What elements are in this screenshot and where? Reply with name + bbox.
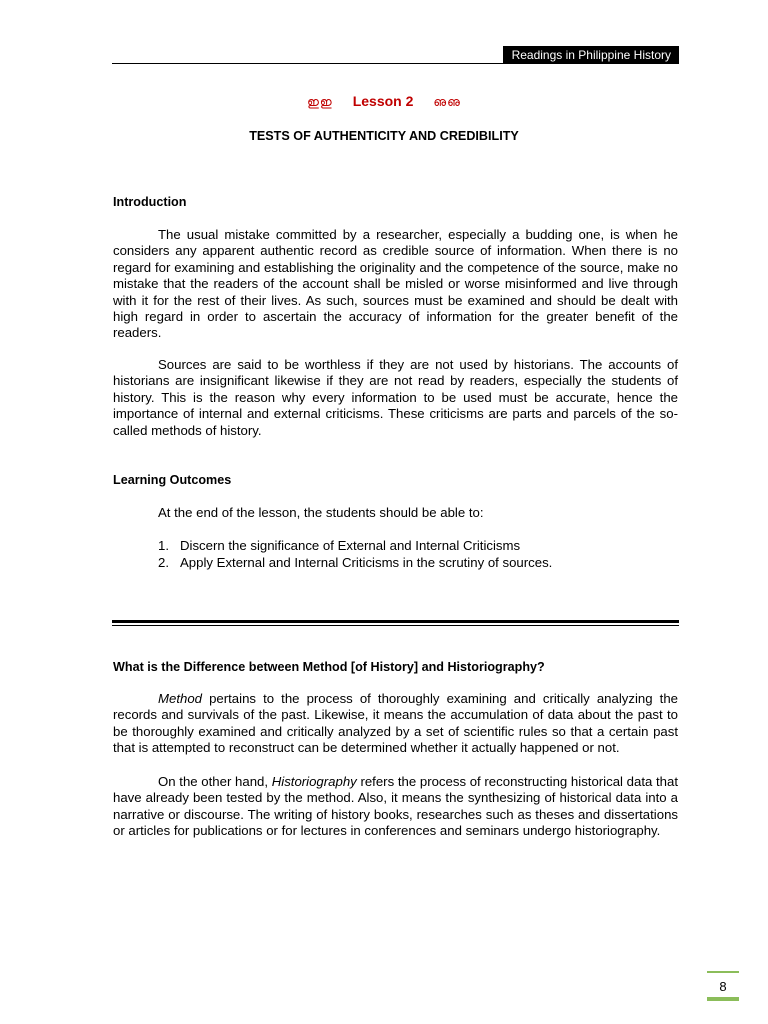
ornament-right-icon: ഌഌ [433, 95, 461, 109]
intro-paragraph-1: The usual mistake committed by a researcher, especially a budding one, is when he considers any apparent authentic record as credible source of information. When there is no regard for examining and establishing the originality and the competence of the source, make no mistake that the readers of the account shall be misled or worse misinformed and live through with it for the rest of their lives. As such, sources must be examined and should be dealt with high regard in order to ascertain the accuracy of information for the greater benefit of the readers. [113, 227, 678, 341]
section-divider-thin [112, 625, 679, 626]
intro-paragraph-2: Sources are said to be worthless if they are not used by historians. The accounts of historians are insignificant likewise if they are not read by readers, especially the students of history. This is the reason why every information to be used must be accurate, hence the importance of internal and external criticisms. These criticisms are parts and parcels of the so-called methods of history. [113, 357, 678, 438]
section-divider-thick [112, 620, 679, 623]
lesson-label [0, 93, 768, 110]
ornament-left-icon: ഇഇ [307, 95, 333, 109]
historiography-paragraph: On the other hand, Historiography refers the process of reconstructing historical data that have already been tested by the method. Also, it means the synthesizing of historical data into a narrative or discourse. The writing of history books, researches such as theses and dissertations or articles for publications or for lectures in conferences and seminars undergo historiography. [113, 774, 678, 839]
outcomes-heading: Learning Outcomes [113, 473, 232, 487]
lesson-number: Lesson 2 [352, 93, 414, 109]
introduction-heading: Introduction [113, 195, 187, 209]
page-title: TESTS OF AUTHENTICITY AND CREDIBILITY [249, 129, 519, 143]
historiography-term: Historiography [271, 774, 357, 789]
running-header: Readings in Philippine History [503, 46, 679, 64]
difference-heading: What is the Difference between Method [of History] and Historiography? [113, 660, 545, 674]
outcomes-intro: At the end of the lesson, the students should be able to: [158, 505, 484, 520]
method-term: Method [158, 691, 202, 706]
list-item: 2. Apply External and Internal Criticisms in the scrutiny of sources. [158, 555, 553, 570]
method-paragraph: Method pertains to the process of thoroughly examining and critically analyzing the records and survivals of the past. Likewise, it means the accumulation of data about the past to be thoroughly examined and critically analyzed by a set of scientific rules so that a certain past that is attempted to reconstruct can be determined whether it actually happened or not. [113, 691, 678, 756]
page-number: 8 [707, 971, 739, 1001]
list-item: 1. Discern the significance of External and Internal Criticisms [158, 538, 521, 553]
outcomes-list [113, 537, 678, 571]
